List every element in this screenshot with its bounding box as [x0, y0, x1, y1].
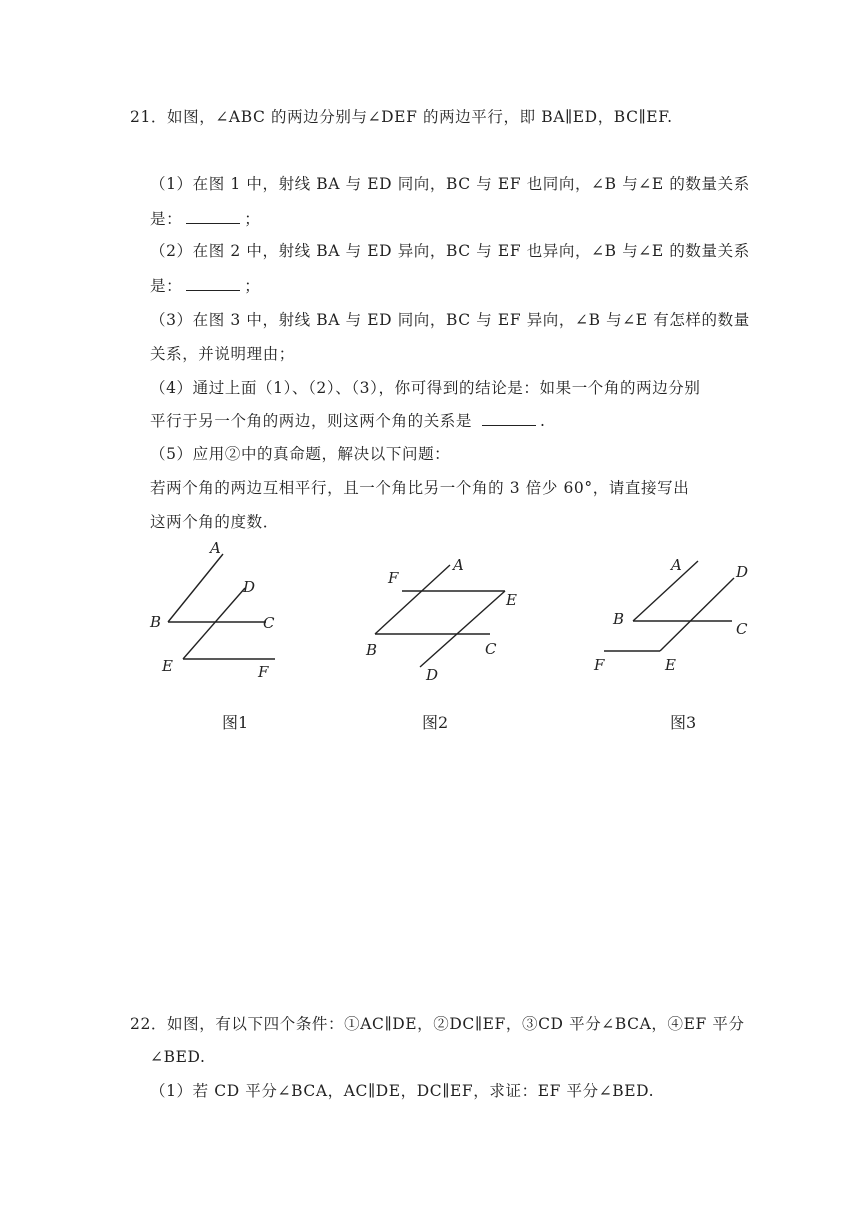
- q21-part4-text: 平行于另一个角的两边，则这两个角的关系是: [150, 412, 473, 430]
- answer-blank-1: [186, 209, 240, 224]
- fig1-ray-ED: [183, 588, 245, 659]
- q21-part5: （5）应用②中的真命题，解决以下问题：: [150, 445, 451, 463]
- fig3-label-A: A: [671, 556, 682, 574]
- q21-part2-line2: [150, 276, 260, 296]
- fig1-label-C: C: [263, 614, 275, 632]
- fig2-label-E: E: [506, 591, 517, 609]
- fig3-ray-ED: [660, 578, 734, 651]
- q22-stem-line1: 22．如图，有以下四个条件：①AC∥DE，②DC∥EF，③CD 平分∠BCA，④EF 平分: [130, 1015, 745, 1033]
- fig2-label-A: A: [453, 556, 464, 574]
- fig2-caption: 图2: [422, 713, 449, 732]
- q21-part3-line1: （3）在图 3 中，射线 BA 与 ED 同向，BC 与 EF 异向，∠B 与∠E 有怎样的数量: [150, 311, 750, 329]
- q21-part2-line1: （2）在图 2 中，射线 BA 与 ED 异向，BC 与 EF 也异向，∠B 与∠E 的数量关系: [150, 242, 750, 260]
- fig2-ray-BA: [375, 565, 450, 634]
- q21-part1-line1: （1）在图 1 中，射线 BA 与 ED 同向，BC 与 EF 也同向，∠B 与∠E 的数量关系: [150, 175, 750, 193]
- fig1-label-D: D: [243, 578, 256, 596]
- fig1-ray-BA: [168, 554, 223, 622]
- q21-part3-line2: 关系，并说明理由；: [150, 345, 295, 363]
- q21-part4-end: .: [540, 412, 546, 430]
- q21-stem: 21．如图，∠ABC 的两边分别与∠DEF 的两边平行，即 BA∥ED，BC∥EF.: [130, 108, 673, 126]
- q21-part6-line1: 若两个角的两边互相平行，且一个角比另一个角的 3 倍少 60°，请直接写出: [150, 479, 690, 497]
- figure-3: [604, 561, 734, 651]
- fig3-label-F: F: [594, 656, 605, 674]
- q21-part6-line2: 这两个角的度数．: [150, 513, 279, 531]
- q21-part1-label: 是：: [150, 210, 183, 228]
- q21-part4-line1: （4）通过上面（1）、（2）、（3），你可得到的结论是：如果一个角的两边分别: [150, 379, 701, 397]
- fig1-label-A: A: [210, 539, 221, 557]
- fig1-caption: 图1: [222, 713, 249, 732]
- figures-diagram: [140, 539, 749, 690]
- fig1-label-E: E: [162, 657, 173, 675]
- answer-blank-2: [186, 276, 240, 291]
- q22-part1: （1）若 CD 平分∠BCA，AC∥DE，DC∥EF，求证：EF 平分∠BED.: [150, 1082, 655, 1100]
- fig3-caption: 图3: [670, 713, 697, 732]
- q21-part2-end: ；: [244, 277, 261, 295]
- fig2-label-C: C: [485, 640, 497, 658]
- fig3-label-C: C: [736, 620, 748, 638]
- fig2-label-F: F: [388, 569, 399, 587]
- fig1-label-B: B: [150, 613, 162, 631]
- q21-part1-line2: [150, 209, 260, 229]
- fig3-label-D: D: [736, 563, 749, 581]
- q21-part4-line2: [150, 411, 546, 431]
- fig2-label-B: B: [366, 641, 378, 659]
- fig3-label-B: B: [613, 610, 625, 628]
- fig3-ray-BA: [633, 561, 698, 621]
- figure-1: [168, 554, 275, 659]
- q22-stem-line2: ∠BED.: [150, 1048, 206, 1066]
- q21-part2-label: 是：: [150, 277, 183, 295]
- fig2-label-D: D: [426, 666, 439, 684]
- fig1-label-F: F: [258, 663, 269, 681]
- fig3-label-E: E: [665, 656, 676, 674]
- answer-blank-4: [482, 411, 536, 426]
- q21-part1-end: ；: [244, 210, 261, 228]
